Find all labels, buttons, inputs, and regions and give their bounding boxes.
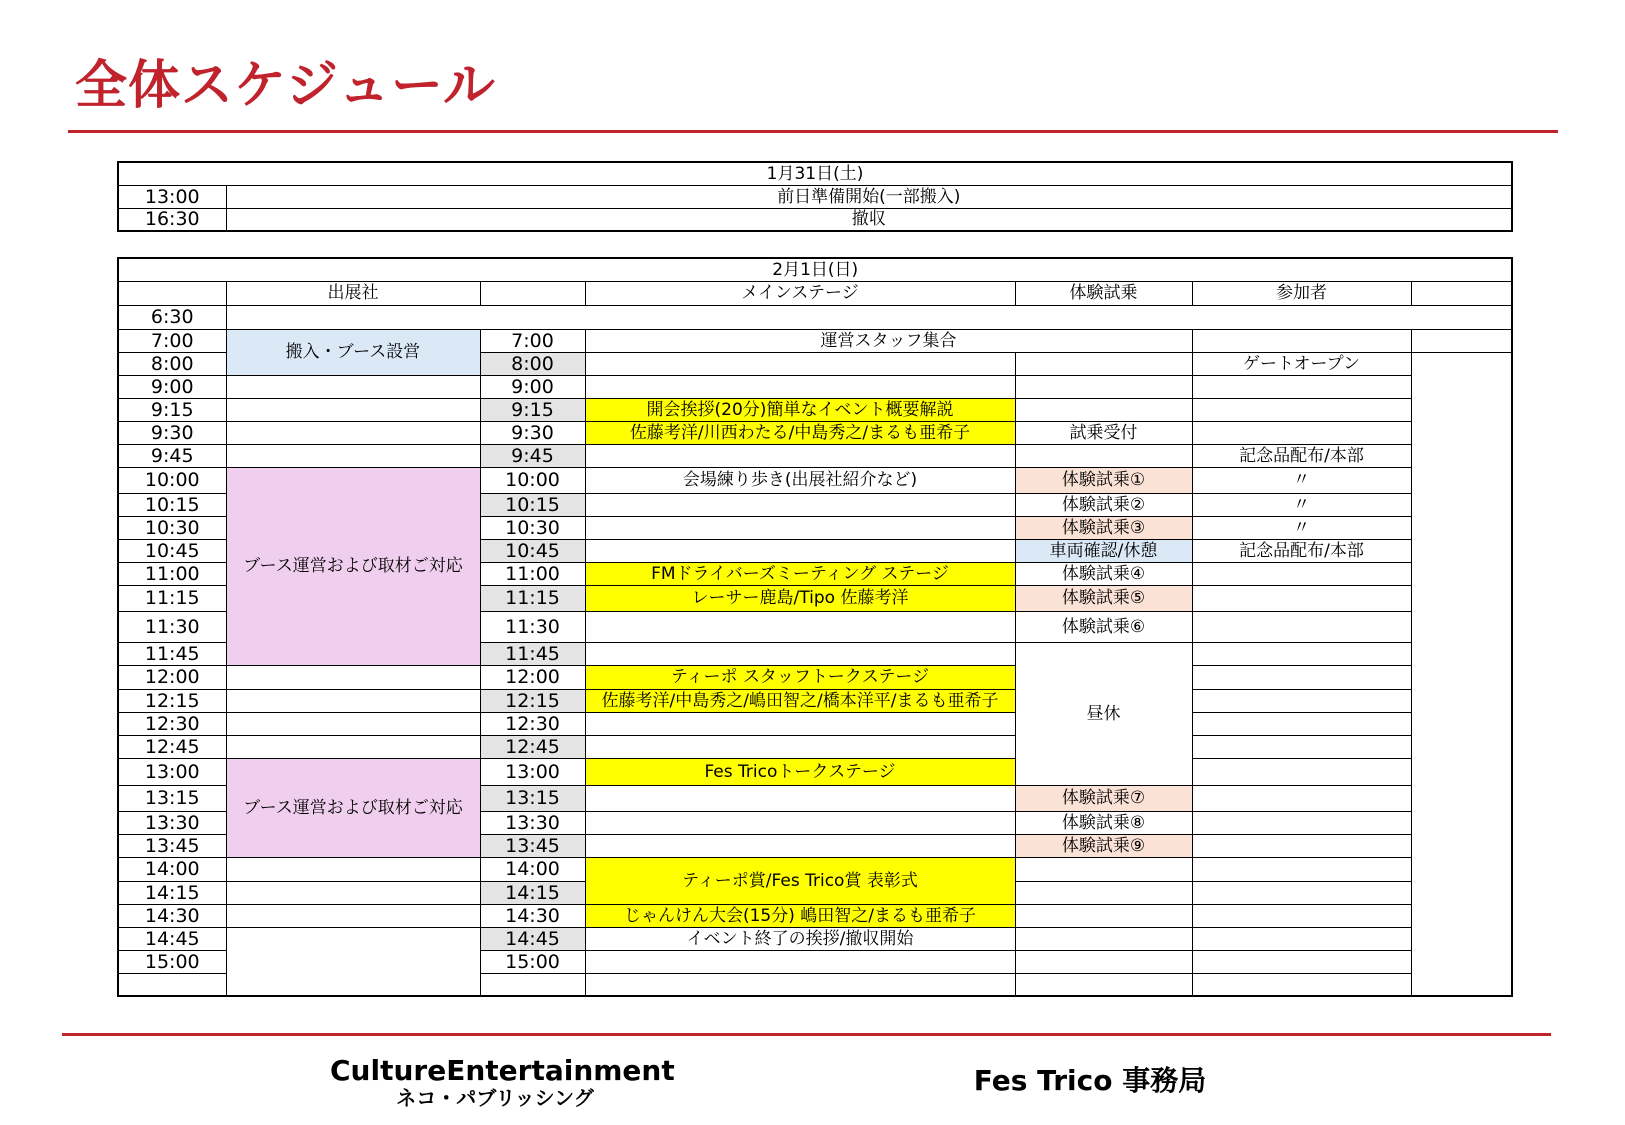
time-cell: 11:15 [118,585,226,611]
stage-time-cell: 10:15 [480,493,585,516]
stage-time-cell: 14:45 [480,927,585,950]
empty-cell [1192,857,1411,881]
stage-time-cell: 9:45 [480,444,585,467]
stage-time-cell: 12:45 [480,735,585,758]
lunch-break: 昼休 [1015,642,1192,785]
empty-cell [1015,352,1192,375]
fm-stage: FMドライバーズミーティング ステージ [585,562,1015,585]
empty-cell [226,712,480,735]
empty-cell [585,375,1015,398]
empty-cell [226,904,480,927]
gate-open: ゲートオープン [1192,352,1411,375]
test-ride-6: 体験試乗⑥ [1015,611,1192,642]
empty-cell [1192,375,1411,398]
time-cell: 11:30 [118,611,226,642]
stage-time-cell: 13:15 [480,785,585,811]
time-cell: 11:00 [118,562,226,585]
day2-schedule-table [117,257,1513,997]
award-ceremony: ティーポ賞/Fes Trico賞 表彰式 [585,857,1015,904]
stage-time-cell: 13:00 [480,758,585,785]
time-cell: 12:15 [118,689,226,712]
empty-cell [585,444,1015,467]
test-ride-3: 体験試乗③ [1015,516,1192,539]
day2-date: 2月1日(日) [118,258,1512,281]
time-cell: 8:00 [118,352,226,375]
header-participants: 参加者 [1192,281,1411,305]
company-subname: ネコ・パブリッシング [396,1085,594,1110]
time-cell: 12:30 [118,712,226,735]
stage-time-cell: 13:45 [480,834,585,857]
empty-cell [1015,904,1192,927]
staff-meeting: 運営スタッフ集合 [585,329,1192,352]
time-cell: 13:15 [118,785,226,811]
empty-cell [585,516,1015,539]
empty-cell [1192,758,1411,785]
day1-date: 1月31日(土) [118,162,1512,185]
empty-cell [1192,785,1411,811]
empty-cell [1015,398,1192,421]
empty-cell [226,421,480,444]
time-cell: 7:00 [118,329,226,352]
exhibitor-booth-2: ブース運営および取材ご対応 [226,758,480,857]
empty-cell [226,735,480,758]
stage-time-cell: 11:00 [480,562,585,585]
empty-cell [1015,375,1192,398]
time-cell: 13:00 [118,185,226,208]
stage-time-cell: 9:15 [480,398,585,421]
empty-cell [226,857,480,881]
souvenir-distribution: 記念品配布/本部 [1192,444,1411,467]
empty-cell [585,834,1015,857]
time-cell: 12:45 [118,735,226,758]
time-cell: 14:30 [118,904,226,927]
empty-cell [1192,329,1411,352]
empty-cell [585,950,1015,973]
event-cell: 撤収 [226,208,1512,231]
empty-cell [226,881,480,904]
stage-time-cell: 7:00 [480,329,585,352]
page-title: 全体スケジュール [75,56,496,116]
stage-time-cell: 14:15 [480,881,585,904]
empty-cell [585,973,1015,996]
test-ride-2: 体験試乗② [1015,493,1192,516]
test-ride-1: 体験試乗① [1015,467,1192,493]
stage-time-cell: 9:30 [480,421,585,444]
empty-cell [1192,611,1411,642]
time-cell: 10:30 [118,516,226,539]
fes-trico-talk: Fes Tricoトークステージ [585,758,1015,785]
empty-cell [1015,881,1192,904]
empty-cell [1192,735,1411,758]
opening-ceremony: 開会挨拶(20分)簡単なイベント概要解説 [585,398,1015,421]
empty-cell [1192,712,1411,735]
tipo-cast: 佐藤考洋/中島秀之/嶋田智之/橋本洋平/まるも亜希子 [585,689,1015,712]
empty-cell [1192,881,1411,904]
ditto-mark: 〃 [1192,516,1411,539]
stage-time-cell: 12:30 [480,712,585,735]
time-cell: 14:45 [118,927,226,950]
footer-company [330,1054,675,1110]
venue-walk: 会場練り歩き(出展社紹介など) [585,467,1015,493]
empty-cell [1015,857,1192,881]
extra-column [1411,352,1512,996]
empty-cell [1192,950,1411,973]
stage-time-cell: 12:15 [480,689,585,712]
fm-cast: レーサー鹿島/Tipo 佐藤考洋 [585,585,1015,611]
time-cell: 14:15 [118,881,226,904]
souvenir-distribution: 記念品配布/本部 [1192,539,1411,562]
header-exhibitor: 出展社 [226,281,480,305]
empty-cell [226,444,480,467]
empty-cell [1411,329,1512,352]
empty-cell [1192,665,1411,689]
tipo-talk: ティーポ スタッフトークステージ [585,665,1015,689]
empty-cell [585,712,1015,735]
empty-cell [1015,973,1192,996]
header-extra [1411,281,1512,305]
empty-cell [585,811,1015,834]
janken-contest: じゃんけん大会(15分) 嶋田智之/まるも亜希子 [585,904,1015,927]
empty-cell [118,973,226,996]
ditto-mark: 〃 [1192,467,1411,493]
header-main-stage: メインステージ [585,281,1015,305]
test-ride-8: 体験試乗⑧ [1015,811,1192,834]
stage-time-cell: 11:45 [480,642,585,665]
stage-time-cell: 9:00 [480,375,585,398]
empty-cell [1192,834,1411,857]
empty-cell [585,642,1015,665]
time-cell: 11:45 [118,642,226,665]
test-ride-9: 体験試乗⑨ [1015,834,1192,857]
bottom-divider [62,1033,1551,1036]
time-cell: 15:00 [118,950,226,973]
stage-time-cell: 10:30 [480,516,585,539]
day1-schedule-table [117,161,1513,232]
closing-remarks: イベント終了の挨拶/撤収開始 [585,927,1015,950]
empty-cell [585,352,1015,375]
empty-cell [1192,398,1411,421]
empty-cell [1192,689,1411,712]
stage-time-cell: 14:30 [480,904,585,927]
stage-time-cell: 14:00 [480,857,585,881]
vehicle-check: 車両確認/休憩 [1015,539,1192,562]
stage-time-cell: 10:00 [480,467,585,493]
footer-office [940,1066,1240,1097]
time-cell: 10:00 [118,467,226,493]
event-cell: 前日準備開始(一部搬入) [226,185,1512,208]
empty-cell [1015,927,1192,950]
test-ride-reception: 試乗受付 [1015,421,1192,444]
stage-time-cell: 11:15 [480,585,585,611]
stage-time-cell: 12:00 [480,665,585,689]
header-stage-time [480,281,585,305]
stage-time-cell: 13:30 [480,811,585,834]
time-cell: 13:30 [118,811,226,834]
empty-cell [585,539,1015,562]
opening-cast: 佐藤考洋/川西わたる/中島秀之/まるも亜希子 [585,421,1015,444]
stage-time-cell: 15:00 [480,950,585,973]
header-test-ride: 体験試乗 [1015,281,1192,305]
empty-cell [1192,421,1411,444]
test-ride-7: 体験試乗⑦ [1015,785,1192,811]
time-cell: 13:45 [118,834,226,857]
time-cell: 10:15 [118,493,226,516]
time-cell: 14:00 [118,857,226,881]
stage-time-cell: 8:00 [480,352,585,375]
top-divider [68,130,1558,133]
empty-cell [585,611,1015,642]
empty-cell [1192,562,1411,585]
time-cell: 10:45 [118,539,226,562]
empty-cell [1192,585,1411,611]
time-cell: 13:00 [118,758,226,785]
empty-cell [1192,927,1411,950]
time-cell: 16:30 [118,208,226,231]
empty-cell [1192,642,1411,665]
stage-time-cell: 11:30 [480,611,585,642]
empty-cell [1192,811,1411,834]
time-cell: 6:30 [118,305,226,329]
exhibitor-setup: 搬入・ブース設営 [226,329,480,375]
empty-cell [1015,444,1192,467]
empty-cell [226,927,480,996]
empty-cell [1192,904,1411,927]
test-ride-5: 体験試乗⑤ [1015,585,1192,611]
empty-cell [226,689,480,712]
time-cell: 9:45 [118,444,226,467]
empty-cell [226,398,480,421]
exhibitor-booth-1: ブース運営および取材ご対応 [226,467,480,665]
stage-time-cell: 10:45 [480,539,585,562]
time-cell: 9:30 [118,421,226,444]
empty-cell [1192,973,1411,996]
empty-cell [226,305,1512,329]
empty-cell [585,735,1015,758]
ditto-mark: 〃 [1192,493,1411,516]
office-name: Fes Trico 事務局 [973,1064,1207,1097]
test-ride-4: 体験試乗④ [1015,562,1192,585]
company-name: CultureEntertainment [330,1054,675,1087]
time-cell: 12:00 [118,665,226,689]
empty-cell [1015,950,1192,973]
empty-cell [226,375,480,398]
time-cell: 9:15 [118,398,226,421]
time-cell: 9:00 [118,375,226,398]
header-time [118,281,226,305]
empty-cell [585,785,1015,811]
empty-cell [226,665,480,689]
empty-cell [585,493,1015,516]
empty-cell [480,973,585,996]
